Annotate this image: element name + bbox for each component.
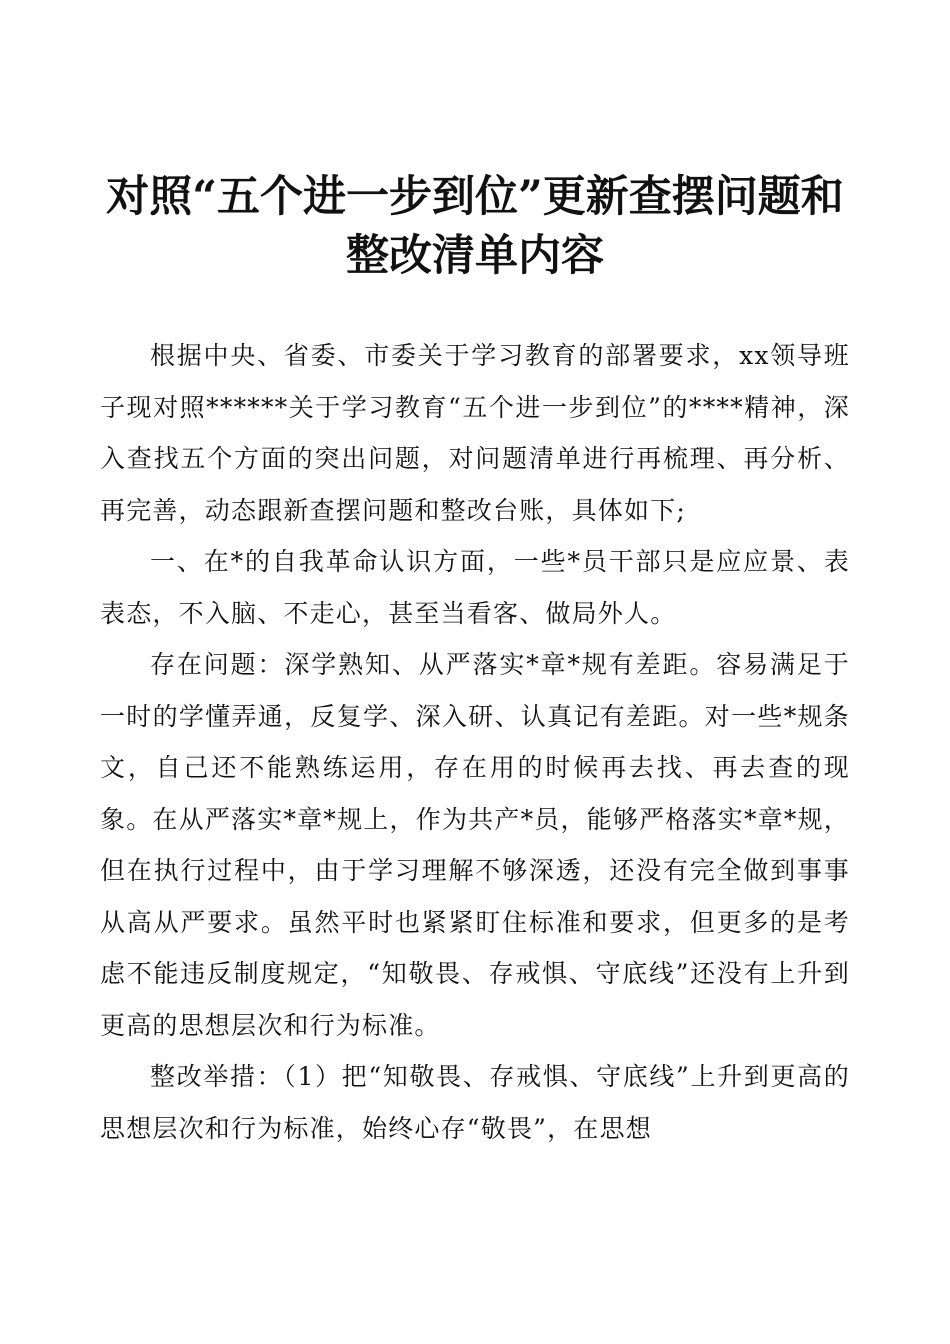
paragraph-intro: 根据中央、省委、市委关于学习教育的部署要求，xx领导班子现对照******关于学习教育“五个进一步到位”的****精神，深入查找五个方面的突出问题，对问题清单进行再梳理、再分析、再完善，动态跟新查摆问题和整改台账，具体如下; [100, 341, 850, 525]
paragraph-existing-problems: 存在问题：深学熟知、从严落实*章*规有差距。容易满足于一时的学懂弄通，反复学、深入研、认真记有差距。对一些*规条文，自己还不能熟练运用，存在用的时候再去找、再去查的现象。在从严落实*章*规上，作为共产*员，能够严格落实*章*规，但在执行过程中，由于学习理解不够深透，还没有完全做到事事从高从严要求。虽然平时也紧紧盯住标准和要求，但更多的是考虑不能违反制度规定，“知敬畏、存戒惧、守底线”还没有上升到更高的思想层次和行为标准。 [100, 650, 850, 1040]
title-line-2: 整改清单内容 [346, 231, 604, 281]
title-line-1: 对照“五个进一步到位”更新查摆问题和 [106, 172, 844, 222]
paragraph-section-1-heading: 一、在*的自我革命认识方面，一些*员干部只是应应景、表表态，不入脑、不走心，甚至当看客、做局外人。 [100, 547, 850, 628]
document-title [90, 168, 860, 286]
paragraph-rectification-measures: 整改举措：（1）把“知敬畏、存戒惧、守底线”上升到更高的思想层次和行为标准，始终心存“敬畏”，在思想 [100, 1062, 850, 1143]
document-body [100, 330, 850, 1154]
